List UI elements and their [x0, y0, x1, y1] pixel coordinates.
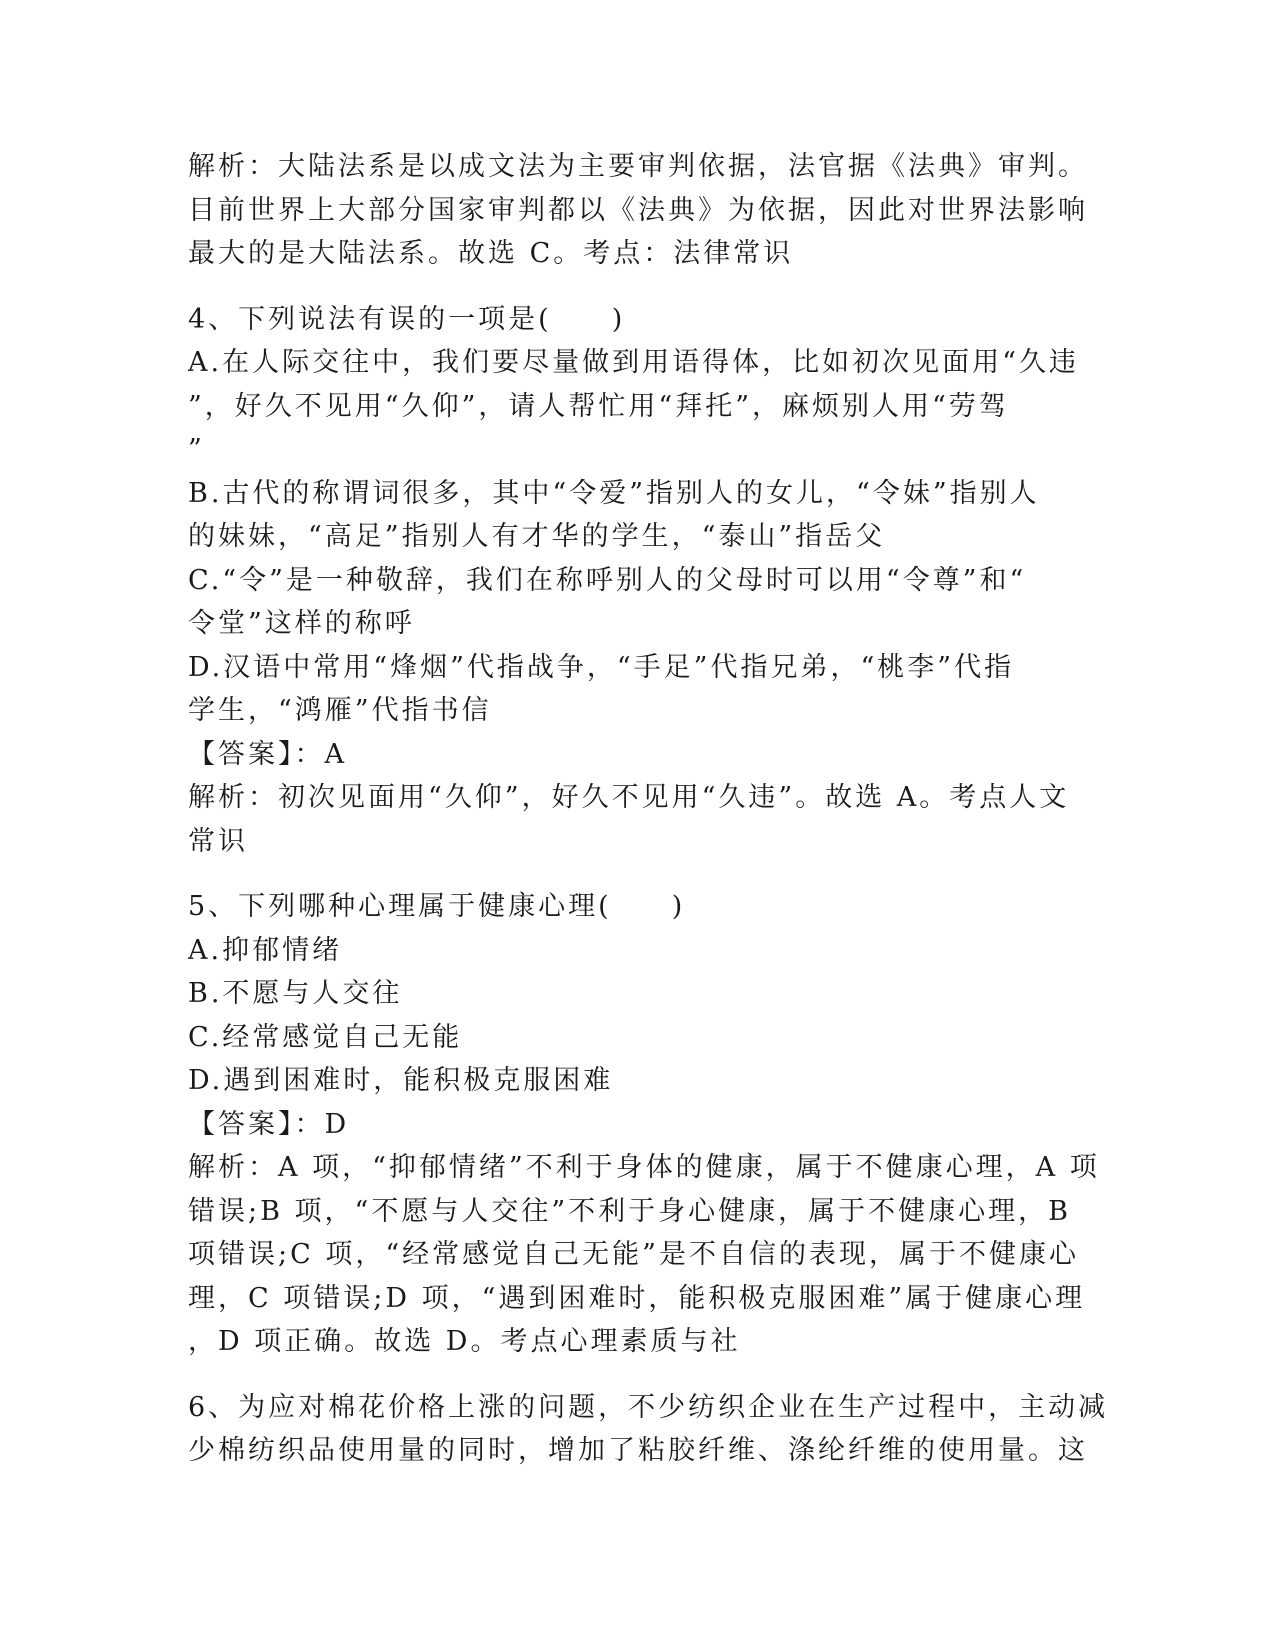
analysis-line: 理，C 项错误;D 项，“遇到困难时，能积极克服困难”属于健康心理: [188, 1282, 1086, 1314]
analysis-line: 常识: [188, 825, 248, 857]
option-a: ”，好久不见用“久仰”，请人帮忙用“拜托”，麻烦别人用“劳驾: [188, 390, 1009, 422]
option-b: B.不愿与人交往: [188, 978, 403, 1009]
analysis-line: 错误;B 项，“不愿与人交往”不利于身心健康，属于不健康心理，B: [188, 1195, 1071, 1227]
question-4: [188, 298, 1088, 864]
analysis-line: 最大的是大陆法系。故选 C。考点：法律常识: [188, 238, 794, 269]
analysis-line: ，D 项正确。故选 D。考点心理素质与社: [188, 1326, 741, 1357]
question-5: [188, 885, 1100, 1364]
question-text: 6、为应对棉花价格上涨的问题，不少纺织企业在生产过程中，主动减: [188, 1391, 1109, 1423]
option-a: ”: [188, 434, 205, 465]
question-text: 少棉纺织品使用量的同时，增加了粘胶纤维、涤纶纤维的使用量。这: [188, 1435, 1088, 1466]
analysis-line: 项错误;C 项，“经常感觉自己无能”是不自信的表现，属于不健康心: [188, 1239, 1079, 1270]
option-d: D.汉语中常用“烽烟”代指战争，“手足”代指兄弟，“桃李”代指: [188, 651, 1015, 683]
analysis-line: 解析：大陆法系是以成文法为主要审判依据，法官据《法典》审判。: [188, 151, 1088, 182]
option-a: A.抑郁情绪: [188, 934, 343, 966]
option-c: C.经常感觉自己无能: [188, 1021, 463, 1053]
prev-analysis: [188, 145, 1088, 276]
option-a: A.在人际交往中，我们要尽量做到用语得体，比如初次见面用“久违: [188, 347, 1079, 378]
analysis-line: 目前世界上大部分国家审判都以《法典》为依据，因此对世界法影响: [188, 194, 1088, 226]
option-c: C.“令”是一种敬辞，我们在称呼别人的父母时可以用“令尊”和“: [188, 564, 1027, 596]
question-text: 5、下列哪种心理属于健康心理( ): [188, 891, 686, 922]
answer-label: 【答案】：A: [188, 738, 347, 770]
option-b: 的妹妹，“高足”指别人有才华的学生，“泰山”指岳父: [188, 521, 886, 552]
question-text: 4、下列说法有误的一项是( ): [188, 303, 626, 335]
option-c: 令堂”这样的称呼: [188, 608, 415, 639]
option-d: 学生，“鸿雁”代指书信: [188, 695, 492, 726]
answer-label: 【答案】：D: [188, 1108, 350, 1140]
option-d: D.遇到困难时，能积极克服困难: [188, 1065, 614, 1096]
document-page: [188, 145, 1109, 1473]
option-b: B.古代的称谓词很多，其中“令爱”指别人的女儿，“令妹”指别人: [188, 477, 1040, 509]
analysis-line: 解析：A 项，“抑郁情绪”不利于身体的健康，属于不健康心理，A 项: [188, 1152, 1100, 1183]
analysis-line: 解析：初次见面用“久仰”，好久不见用“久违”。故选 A。考点人文: [188, 782, 1070, 813]
question-6: [188, 1386, 1109, 1473]
